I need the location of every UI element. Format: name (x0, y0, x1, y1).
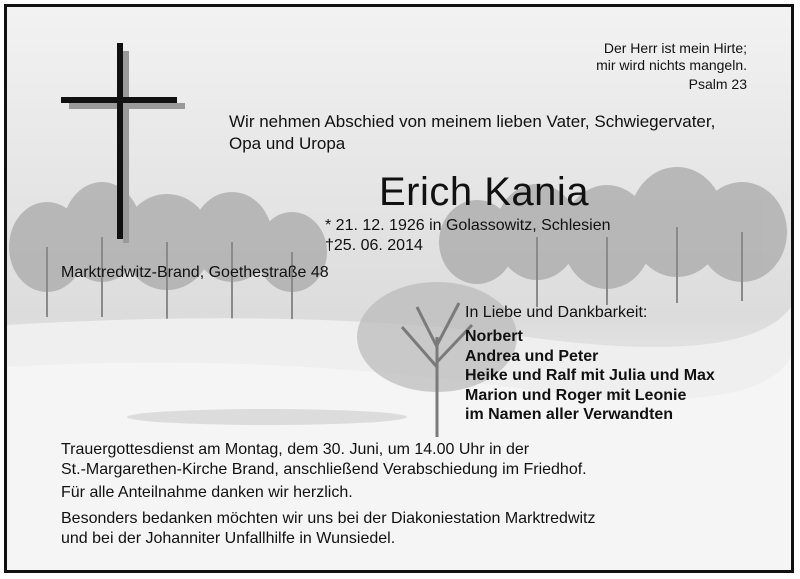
mourners-heading: In Liebe und Dankbarkeit: (465, 304, 648, 321)
service-line-1: Trauergottesdienst am Montag, dem 30. Juni, um 14.00 Uhr in der (61, 441, 530, 458)
mourners-list (465, 327, 715, 425)
psalm-line-2: mir wird nichts mangeln. (596, 57, 747, 73)
psalm-quote (596, 40, 747, 93)
life-dates (325, 216, 611, 256)
mourner-name: Norbert (465, 328, 523, 345)
psalm-reference: Psalm 23 (688, 76, 747, 92)
intro-line-1: Wir nehmen Abschied von meinem lieben Vater, Schwiegervater, (229, 112, 716, 131)
psalm-line-1: Der Herr ist mein Hirte; (603, 40, 747, 56)
condolence-thanks: Für alle Anteilnahme danken wir herzlich. (61, 484, 353, 501)
service-line-2: St.-Margarethen-Kirche Brand, anschließend Verabschiedung im Friedhof. (61, 461, 587, 478)
cross-icon (61, 43, 185, 243)
special-thanks (61, 509, 596, 549)
mourner-name: Heike und Ralf mit Julia und Max (465, 367, 715, 384)
death-date: †25. 06. 2014 (325, 237, 423, 254)
mourner-name: Marion und Roger mit Leonie (465, 386, 687, 404)
birth-date: * 21. 12. 1926 in Golassowitz, Schlesien (325, 217, 611, 234)
deceased-name: Erich Kania (379, 170, 590, 214)
intro-line-2: Opa und Uropa (229, 134, 346, 153)
obituary-notice (4, 4, 794, 573)
special-thanks-line-2: und bei der Johanniter Unfallhilfe in Wunsiedel. (61, 530, 396, 547)
special-thanks-line-1: Besonders bedanken möchten wir uns bei der Diakoniestation Marktredwitz (61, 510, 596, 527)
mourner-name: im Namen aller Verwandten (465, 406, 674, 423)
farewell-intro (229, 111, 715, 155)
funeral-service-info (61, 440, 587, 480)
mourner-name: Andrea und Peter (465, 347, 599, 365)
address: Marktredwitz-Brand, Goethestraße 48 (61, 264, 329, 281)
